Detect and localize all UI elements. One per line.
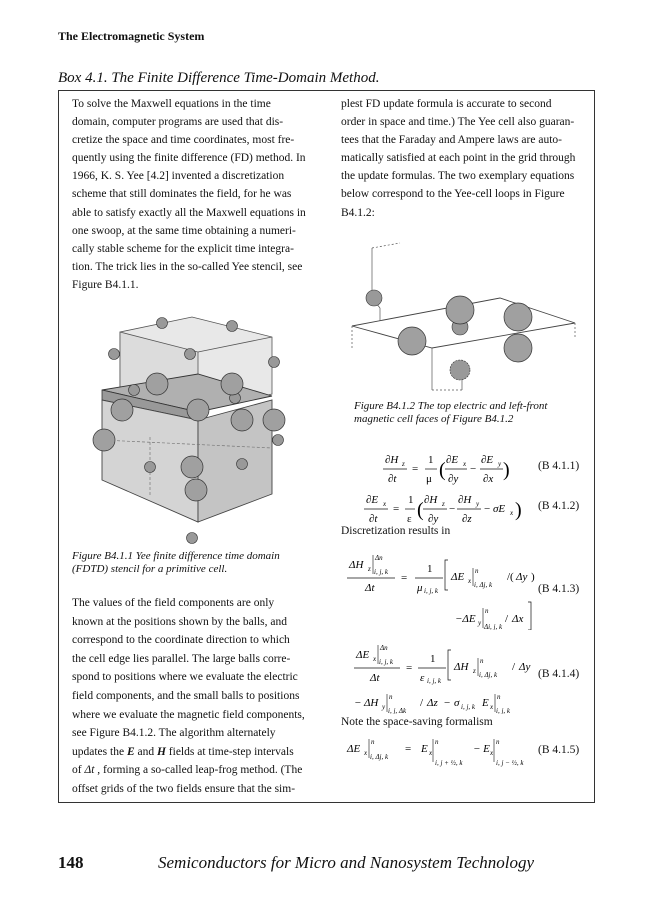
svg-text:=: = bbox=[406, 662, 413, 674]
svg-text:∂y: ∂y bbox=[448, 473, 459, 485]
svg-text:): ) bbox=[531, 571, 535, 583]
svg-text:1: 1 bbox=[430, 653, 436, 665]
text-line: B4.1.2: bbox=[341, 206, 375, 219]
text-fragment: and bbox=[134, 745, 157, 758]
svg-text:∂t: ∂t bbox=[388, 473, 397, 485]
equation-b415 bbox=[345, 734, 535, 776]
text-line bbox=[72, 743, 315, 762]
svg-text:/(: /( bbox=[507, 571, 514, 583]
svg-text:i, j − ½, k: i, j − ½, k bbox=[496, 759, 524, 767]
svg-text:∂t: ∂t bbox=[369, 513, 378, 525]
svg-text:y: y bbox=[476, 500, 480, 508]
text-line: spond to positions where we evaluate the electric bbox=[72, 671, 298, 684]
text-line: below correspond to the Yee-cell loops in Figure bbox=[341, 188, 565, 201]
text-line: cally stable scheme for the explicit time integra- bbox=[72, 242, 294, 255]
svg-text:x: x bbox=[490, 749, 494, 757]
svg-text:∂H: ∂H bbox=[458, 494, 472, 506]
equation-b413 bbox=[345, 550, 545, 630]
text-fragment: of bbox=[72, 764, 85, 777]
yee-stencil-figure bbox=[92, 312, 302, 544]
svg-text:∂E: ∂E bbox=[446, 454, 459, 466]
svg-text:−: − bbox=[449, 503, 456, 515]
svg-text:n: n bbox=[496, 738, 500, 746]
text-line: see Figure B4.1.2. The algorithm alternately bbox=[72, 727, 276, 740]
svg-text:y: y bbox=[382, 703, 386, 711]
svg-text:x: x bbox=[468, 577, 472, 585]
svg-text:i, Δj, k: i, Δj, k bbox=[474, 581, 493, 589]
text-line: cretize the space and time coordinates, most fre- bbox=[72, 134, 295, 147]
svg-text:ΔH: ΔH bbox=[349, 559, 364, 571]
svg-text:n: n bbox=[480, 657, 484, 665]
svg-text:∂H: ∂H bbox=[424, 494, 438, 506]
equation-b414 bbox=[352, 640, 542, 714]
discretization-text: Discretization results in bbox=[341, 525, 451, 537]
svg-text:1: 1 bbox=[428, 454, 434, 466]
text-line: domain, computer programs are used that dis- bbox=[72, 116, 284, 129]
caption-line: Figure B4.1.2 The top electric and left-front bbox=[354, 400, 548, 412]
svg-text:n: n bbox=[497, 693, 501, 701]
svg-text:∂E: ∂E bbox=[481, 454, 494, 466]
svg-text:−ΔE: −ΔE bbox=[455, 613, 476, 625]
svg-text:n: n bbox=[485, 607, 489, 615]
svg-text:ΔE: ΔE bbox=[451, 571, 465, 583]
svg-text:∂x: ∂x bbox=[483, 473, 494, 485]
svg-text:∂y: ∂y bbox=[428, 513, 439, 525]
svg-text:∂E: ∂E bbox=[366, 494, 379, 506]
text-line: Figure B4.1.1. bbox=[72, 278, 139, 291]
equation-number: (B 4.1.3) bbox=[538, 583, 580, 595]
svg-text:σ: σ bbox=[454, 697, 460, 709]
svg-text:(: ( bbox=[439, 459, 446, 481]
equation-b412 bbox=[362, 490, 537, 526]
text-line: correspond to the coordinate direction to which bbox=[72, 634, 290, 647]
svg-text:Δi, j, k: Δi, j, k bbox=[484, 623, 503, 630]
e-field-symbol: E bbox=[126, 745, 135, 758]
svg-text:n: n bbox=[389, 693, 393, 701]
text-fragment: updates the bbox=[72, 745, 127, 758]
svg-text:1: 1 bbox=[408, 494, 414, 506]
equation-number: (B 4.1.5) bbox=[538, 744, 580, 756]
svg-text:μ: μ bbox=[417, 582, 423, 594]
svg-text:Δn: Δn bbox=[380, 644, 388, 652]
running-header: The Electromagnetic System bbox=[58, 29, 205, 43]
text-line: To solve the Maxwell equations in the time bbox=[72, 98, 271, 110]
svg-text:ε: ε bbox=[407, 513, 412, 525]
svg-text:μ: μ bbox=[426, 473, 432, 485]
svg-text:/: / bbox=[512, 661, 516, 673]
text-line: the update formulas. The two exemplary equations bbox=[341, 170, 575, 183]
svg-text:Δn: Δn bbox=[375, 554, 383, 562]
svg-text:n: n bbox=[371, 738, 375, 746]
svg-text:x: x bbox=[364, 749, 368, 757]
svg-text:i, j, Δk: i, j, Δk bbox=[388, 707, 407, 714]
caption-line: magnetic cell faces of Figure B4.1.2 bbox=[354, 412, 514, 425]
svg-text:Δt: Δt bbox=[365, 582, 375, 594]
text-line: order in space and time.) The Yee cell also guaran- bbox=[341, 116, 575, 129]
svg-text:x: x bbox=[463, 460, 467, 468]
svg-text:x: x bbox=[383, 500, 387, 508]
text-line: offset grids of the two fields ensure that the sim- bbox=[72, 782, 296, 795]
right-column-text bbox=[341, 95, 589, 222]
equation-b411 bbox=[375, 448, 525, 488]
svg-text:E: E bbox=[482, 697, 489, 709]
text-fragment: , forming a so-called leap-frog method. (The bbox=[94, 764, 303, 777]
svg-text:E: E bbox=[421, 743, 428, 755]
svg-text:i, j, k: i, j, k bbox=[379, 658, 393, 666]
svg-text:i, j, k: i, j, k bbox=[496, 707, 510, 714]
equation-number: (B 4.1.1) bbox=[538, 460, 580, 472]
box-title: Box 4.1. The Finite Difference Time-Domain Method. bbox=[58, 70, 380, 86]
svg-text:z: z bbox=[442, 500, 445, 508]
svg-text:i, j, k: i, j, k bbox=[427, 677, 441, 685]
left-column-text bbox=[72, 95, 315, 294]
svg-text:Δx: Δx bbox=[512, 613, 524, 625]
svg-text:/: / bbox=[505, 613, 509, 625]
page-number: 148 bbox=[58, 853, 84, 872]
svg-text:−: − bbox=[484, 503, 491, 515]
svg-text:− E: − E bbox=[473, 743, 490, 755]
svg-text:x: x bbox=[429, 749, 433, 757]
svg-text:σE: σE bbox=[493, 503, 506, 515]
caption-line: (FDTD) stencil for a primitive cell. bbox=[72, 562, 228, 575]
text-line: field components, and the small balls to positions bbox=[72, 689, 300, 702]
svg-text:z: z bbox=[473, 667, 476, 675]
svg-text:z: z bbox=[368, 565, 371, 573]
caption-line: Figure B4.1.1 Yee finite difference time domain bbox=[72, 550, 280, 562]
svg-text:z: z bbox=[402, 460, 405, 468]
svg-text:i, j, k: i, j, k bbox=[461, 703, 475, 711]
lower-left-text bbox=[72, 594, 315, 799]
text-line: one swoop, at the same time obtaining a numeri- bbox=[72, 224, 296, 237]
svg-text:i, j, k: i, j, k bbox=[374, 568, 388, 576]
text-line: where we evaluate the magnetic field components, bbox=[72, 708, 305, 721]
text-fragment: fields at time-step intervals bbox=[165, 745, 294, 758]
text-line: the cell edge lies parallel. The large balls corre- bbox=[72, 652, 291, 665]
text-line: able to satisfy exactly all the Maxwell equations in bbox=[72, 206, 306, 219]
text-line: scheme that still dominates the field, for he was bbox=[72, 188, 292, 201]
svg-text:=: = bbox=[401, 572, 408, 584]
svg-text:n: n bbox=[435, 738, 439, 746]
svg-text:=: = bbox=[412, 463, 419, 475]
time-step-symbol: Δt bbox=[84, 764, 95, 777]
figure1-caption bbox=[72, 550, 312, 575]
text-line: tion. The trick lies in the so-called Yee stencil, see bbox=[72, 260, 303, 273]
svg-text:x: x bbox=[510, 509, 514, 517]
svg-text:−: − bbox=[470, 463, 477, 475]
svg-text:Δy: Δy bbox=[519, 661, 531, 673]
svg-text:−: − bbox=[444, 697, 451, 709]
text-line: 1966, K. S. Yee [4.2] invented a discretization bbox=[72, 170, 285, 183]
text-line: plest FD update formula is accurate to second bbox=[341, 98, 552, 110]
svg-text:i, j + ½, k: i, j + ½, k bbox=[435, 759, 463, 767]
svg-text:y: y bbox=[498, 460, 502, 468]
svg-text:∂H: ∂H bbox=[385, 454, 399, 466]
text-line bbox=[72, 761, 315, 780]
text-line: matically satisfied at each point in the grid through bbox=[341, 152, 576, 165]
svg-text:ε: ε bbox=[420, 672, 425, 684]
figure2-caption bbox=[354, 400, 574, 425]
svg-text:Δt: Δt bbox=[370, 672, 380, 684]
svg-text:− ΔH: − ΔH bbox=[354, 697, 379, 709]
svg-text:=: = bbox=[405, 743, 412, 755]
svg-text:x: x bbox=[373, 655, 377, 663]
svg-text:ΔE: ΔE bbox=[356, 649, 370, 661]
text-line: The values of the field components are only bbox=[72, 597, 275, 609]
svg-text:i, j, k: i, j, k bbox=[424, 587, 438, 595]
equation-number: (B 4.1.4) bbox=[538, 668, 580, 680]
h-field-symbol: H bbox=[156, 745, 166, 758]
book-title: Semiconductors for Micro and Nanosystem Technology bbox=[158, 853, 535, 872]
svg-text:1: 1 bbox=[427, 563, 433, 575]
svg-text:y: y bbox=[478, 619, 482, 627]
svg-text:(: ( bbox=[417, 499, 424, 521]
svg-text:): ) bbox=[515, 499, 522, 521]
svg-text:ΔH: ΔH bbox=[454, 661, 469, 673]
yee-faces-figure bbox=[350, 238, 585, 398]
svg-text:=: = bbox=[393, 503, 400, 515]
svg-text:n: n bbox=[475, 567, 479, 575]
text-line: quently using the finite difference (FD) method. In bbox=[72, 152, 306, 165]
svg-text:): ) bbox=[503, 459, 510, 481]
note-text: Note the space-saving formalism bbox=[341, 716, 493, 728]
equation-number: (B 4.1.2) bbox=[538, 500, 580, 512]
svg-text:∂z: ∂z bbox=[462, 513, 472, 525]
svg-text:i, Δj, k: i, Δj, k bbox=[370, 753, 389, 761]
svg-text:x: x bbox=[490, 703, 494, 711]
svg-text:Δz: Δz bbox=[427, 697, 438, 709]
svg-text:i, Δj, k: i, Δj, k bbox=[479, 671, 498, 679]
svg-text:ΔE: ΔE bbox=[347, 743, 361, 755]
text-line: tees that the Faraday and Ampere laws are auto- bbox=[341, 134, 562, 147]
svg-text:/: / bbox=[420, 697, 424, 709]
text-line: known at the positions shown by the balls, and bbox=[72, 615, 287, 628]
svg-text:Δy: Δy bbox=[516, 571, 528, 583]
